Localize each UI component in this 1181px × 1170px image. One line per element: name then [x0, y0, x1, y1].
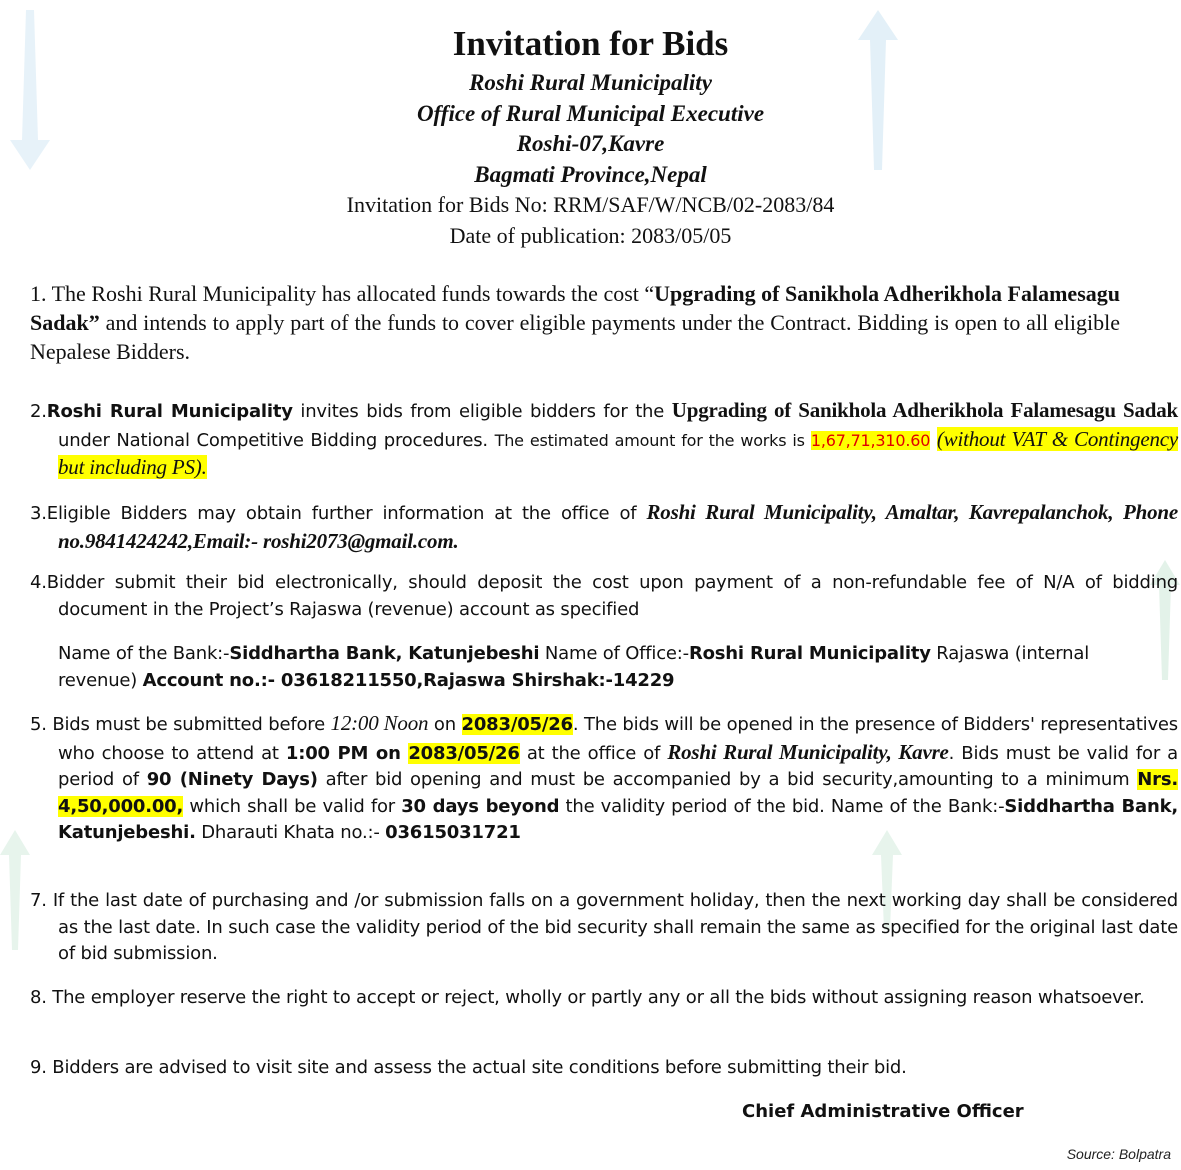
p3-text: 3.Eligible Bidders may obtain further information at the office of	[30, 503, 647, 524]
p5-bid-security-amount: Nrs. 4,50,000.00,	[58, 769, 1178, 817]
paragraph-4-bank	[58, 641, 1150, 694]
paragraph-2	[30, 397, 1178, 483]
p1-text-end: and intends to apply part of the funds to cover eligible payments under the Contract. Bidding is open to all eligible Nepalese Bidders.	[30, 310, 1120, 364]
p4b-bank-label: Name of the Bank:-	[58, 643, 230, 664]
p1-text: 1. The Roshi Rural Municipality has allocated funds towards the cost “	[30, 281, 655, 306]
p5-deadline-date: 2083/05/26	[461, 714, 573, 735]
p4b-office-name: Roshi Rural Municipality	[688, 643, 931, 664]
province-name: Bagmati Province,Nepal	[474, 161, 707, 187]
p5-text-7: the validity period of the bid. Name of the Bank:-	[559, 795, 1005, 817]
p5-validity-period: 90 (Ninety Days)	[146, 769, 318, 790]
p4b-office-label: Name of Office:-	[539, 643, 689, 664]
p5-text-5: after bid opening and must be accompanied by a bid security,amounting to a minimum	[317, 769, 1138, 790]
p5-text: 5. Bids must be submitted before	[30, 714, 331, 735]
p5-on: on	[428, 714, 462, 735]
office-location: Roshi-07,Kavre	[516, 131, 665, 156]
p5-text-2: . The bids will be opened in the presence of Bidders' representatives who choose to attend at	[58, 714, 1178, 764]
p5-bank-name: Siddhartha Bank, Katunjebeshi.	[58, 795, 1178, 843]
p4b-bank-name: Siddhartha Bank, Katunjebeshi	[229, 643, 540, 664]
paragraph-4	[30, 570, 1178, 623]
paragraph-9: 9. Bidders are advised to visit site and assess the actual site conditions before submitting their bid.	[30, 1057, 907, 1078]
p5-office-name: Roshi Rural Municipality, Kavre	[667, 739, 949, 764]
p5-opening-date: 2083/05/26	[408, 742, 520, 764]
p2-amount-note: (without VAT & Contingency but including PS).	[58, 426, 1178, 479]
signature-title: Chief Administrative Officer	[742, 1101, 1024, 1122]
p4b-account-number: Account no.:- 03618211550,Rajaswa Shirshak:-14229	[142, 669, 675, 691]
paragraph-3	[30, 499, 1178, 556]
watermark-arrow-icon	[0, 830, 30, 950]
p2-text: invites bids from eligible bidders for the	[292, 401, 672, 422]
p4-text: 4.Bidder submit their bid electronically, should deposit the cost upon payment of a non-refundable fee of N/A of bidding document in the Project’s Rajaswa (revenue) account as specified	[30, 572, 1178, 620]
page-title: Invitation for Bids	[452, 24, 729, 63]
p5-opening-time: 1:00 PM on	[285, 742, 409, 764]
p2-project-name: Upgrading of Sanikhola Adherikhola Falamesagu Sadak	[671, 398, 1178, 422]
p5-text-4: . Bids must be valid for a period of	[58, 742, 1178, 790]
ifb-number: Invitation for Bids No: RRM/SAF/W/NCB/02-2083/84	[346, 192, 835, 217]
notice-header	[0, 20, 1181, 251]
paragraph-8: 8. The employer reserve the right to accept or reject, wholly or partly any or all the bids without assigning reason whatsoever.	[30, 987, 1145, 1008]
p5-security-validity: 30 days beyond	[401, 795, 560, 817]
p2-municipality: Roshi Rural Municipality	[46, 401, 293, 422]
p5-text-6: which shall be valid for	[183, 795, 402, 817]
municipality-name: Roshi Rural Municipality	[469, 70, 712, 95]
p5-text-3: at the office of	[519, 742, 668, 764]
paragraph-1	[30, 279, 1120, 366]
p4b-revenue-label: Rajaswa (internal revenue)	[58, 643, 1089, 691]
p1-project-name: Upgrading of Sanikhola Adherikhola Falamesagu Sadak”	[30, 281, 1120, 335]
p2-space	[930, 430, 937, 451]
p5-deadline-time: 12:00 Noon	[330, 711, 429, 735]
paragraph-7: 7. If the last date of purchasing and /or submission falls on a government holiday, then the next working day shall be considered as the last date. In such case the validity period of the bid security shall remain the same as specified for the original last date of bid submission.	[30, 890, 1178, 964]
p2-estimated-amount: 1,67,71,310.60	[810, 430, 931, 450]
p2-estimate-label: The estimated amount for the works is	[494, 430, 811, 450]
p5-khata-label: Dharauti Khata no.:-	[195, 822, 386, 843]
publication-date: Date of publication: 2083/05/05	[449, 222, 732, 248]
paragraph-5	[30, 710, 1178, 847]
p5-khata-number: 03615031721	[385, 822, 521, 843]
office-name: Office of Rural Municipal Executive	[416, 100, 765, 126]
p3-contact-info: Roshi Rural Municipality, Amaltar, Kavrepalanchok, Phone no.9841424242,Email:- roshi2073@gmail.com.	[58, 500, 1179, 553]
p2-number: 2.	[30, 401, 47, 422]
source-credit: Source: Bolpatra	[1066, 1146, 1171, 1162]
p2-text-2: under National Competitive Bidding procedures.	[58, 429, 495, 451]
